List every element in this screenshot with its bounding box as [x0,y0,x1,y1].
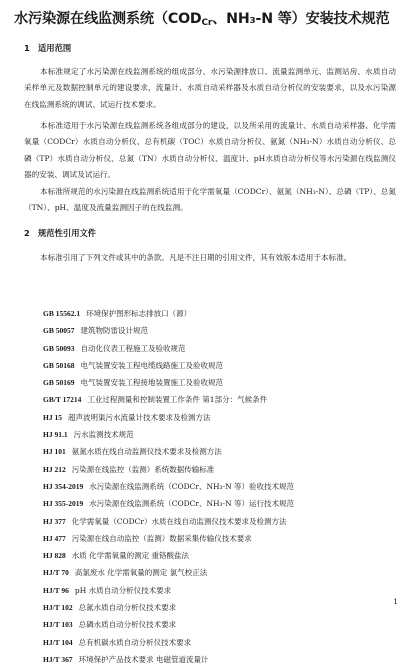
title-text-post: 、NH₃-N 等）安装技术规范 [212,11,390,27]
reference-code: HJ 477 [43,533,66,543]
reference-title: pH 水质自动分析仪技术要求 [74,585,172,595]
reference-code: HJ 15 [43,412,62,422]
reference-code: GB 50169 [43,378,75,388]
reference-code: HJ 377 [43,516,66,526]
reference-item [43,599,393,616]
reference-title: 总氮水质自动分析仪技术要求 [78,603,177,613]
reference-code: HJ/T 367 [43,654,73,664]
reference-item [43,547,393,564]
reference-title: 污染源在线监控（监测）系统数据传输标准 [71,464,215,474]
reference-code: GB 15562.1 [43,309,81,318]
reference-code: HJ 101 [43,447,66,457]
reference-item [43,582,393,599]
reference-code: HJ/T 102 [43,603,73,613]
reference-item [43,443,393,460]
reference-code: HJ/T 96 [43,585,69,595]
reference-title: 水污染源在线监测系统（CODCr、NH₃-N 等）运行技术规范 [89,499,295,509]
reference-item [43,634,393,651]
reference-title: 污水监测技术规范 [73,430,134,440]
reference-code: GB 50168 [43,360,75,370]
reference-title: 工业过程测量和控制装置工作条件 第1部分：气候条件 [87,395,268,405]
reference-title: 自动化仪表工程施工及验收规范 [80,343,186,353]
reference-item [43,409,393,426]
reference-title: 化学需氧量（CODCr）水质在线自动监测仪技术要求及检测方法 [71,516,287,526]
reference-item [43,513,393,530]
title-text-pre: 水污染源在线监测系统（COD [14,11,202,27]
section-2-intro: 本标准引用了下列文件或其中的条款。凡是不注日期的引用文件，其有效版本适用于本标准。 [40,253,352,262]
reference-title: 氨氮水质在线自动监测仪技术要求及检测方法 [71,447,222,457]
section-2-number: 2 [24,228,30,238]
reference-item [43,530,393,547]
reference-title: 高氯废水 化学需氧量的测定 氯气校正法 [74,568,208,578]
title-subscript: Cr [201,18,213,28]
section-1-paragraph-1: 本标准规定了水污染源在线监测系统的组成部分、水污染源排放口、流量监测单元、监测站房、水质自动采样单元及数据控制单元的建设要求，流量计、水质自动采样器及水质自动分析仪的安装要求，以及水污染源在线监测系统的调试、试运行技术要求。 [24,67,396,109]
section-1-heading [24,42,71,54]
section-1-title: 适用范围 [38,43,72,53]
page-number: 1 [393,597,398,606]
reference-title: 水质 化学需氧量的测定 重铬酸盐法 [71,551,189,561]
reference-item [43,564,393,581]
reference-item [43,357,393,374]
section-2-heading [24,227,96,239]
section-1-paragraph-2: 本标准适用于水污染源在线监测系统各组成部分的建设，以及所采用的流量计、水质自动采样器、化学需氧量（CODCr）水质自动分析仪、总有机碳（TOC）水质自动分析仪、氨氮（NH₃-N）水质自动分析仪、总磷（TP）水质自动分析仪、总氮（TN）水质自动分析仪、温度计、pH水质自动分析仪等水污染源在线监测仪器的安装、调试及试运行。 [24,121,396,179]
reference-title: 电气装置安装工程电缆线路施工及验收规范 [80,360,223,370]
reference-code: HJ/T 104 [43,637,73,647]
reference-code: HJ 212 [43,464,66,474]
reference-code: GB 50057 [43,326,75,336]
section-1-paragraph-3: 本标准所规范的水污染源在线监测系统适用于化学需氧量（CODCr）、氨氮（NH₃-N）、总磷（TP）、总氮（TN）、pH、温度及流量监测因子的在线监测。 [24,187,396,213]
reference-code: HJ 91.1 [43,430,68,440]
reference-item [43,426,393,443]
reference-item [43,374,393,391]
reference-item [43,651,393,668]
reference-item [43,322,393,339]
reference-title: 总有机碳水质自动分析仪技术要求 [78,637,192,647]
reference-item [43,461,393,478]
reference-title: 环境保护产品技术要求 电磁管道流量计 [78,654,209,664]
document-title [14,8,390,28]
reference-item [43,391,393,408]
reference-code: GB 50093 [43,343,75,353]
reference-item [43,495,393,512]
section-2-title: 规范性引用文件 [38,228,97,238]
reference-code: HJ 354-2019 [43,481,84,491]
reference-title: 环境保护图形标志排放口（源） [86,309,192,318]
reference-code: HJ/T 103 [43,620,73,630]
reference-code: HJ/T 70 [43,568,69,578]
reference-title: 超声波明渠污水流量计技术要求及检测方法 [67,412,211,422]
reference-item [43,305,393,322]
section-1-number: 1 [24,43,30,53]
reference-code: HJ 828 [43,551,66,561]
reference-title: 建筑物防雷设计规范 [80,326,148,336]
reference-title: 污染源在线自动监控（监测）数据采集传输仪技术要求 [71,533,252,543]
reference-item [43,340,393,357]
reference-code: GB/T 17214 [43,395,82,405]
reference-list [43,305,393,668]
reference-title: 总磷水质自动分析仪技术要求 [78,620,177,630]
reference-title: 水污染源在线监测系统（CODCr、NH₃-N 等）验收技术规范 [89,481,295,491]
reference-item [43,478,393,495]
reference-code: HJ 355-2019 [43,499,84,509]
reference-item [43,616,393,633]
reference-title: 电气装置安装工程接地装置施工及验收规范 [80,378,223,388]
